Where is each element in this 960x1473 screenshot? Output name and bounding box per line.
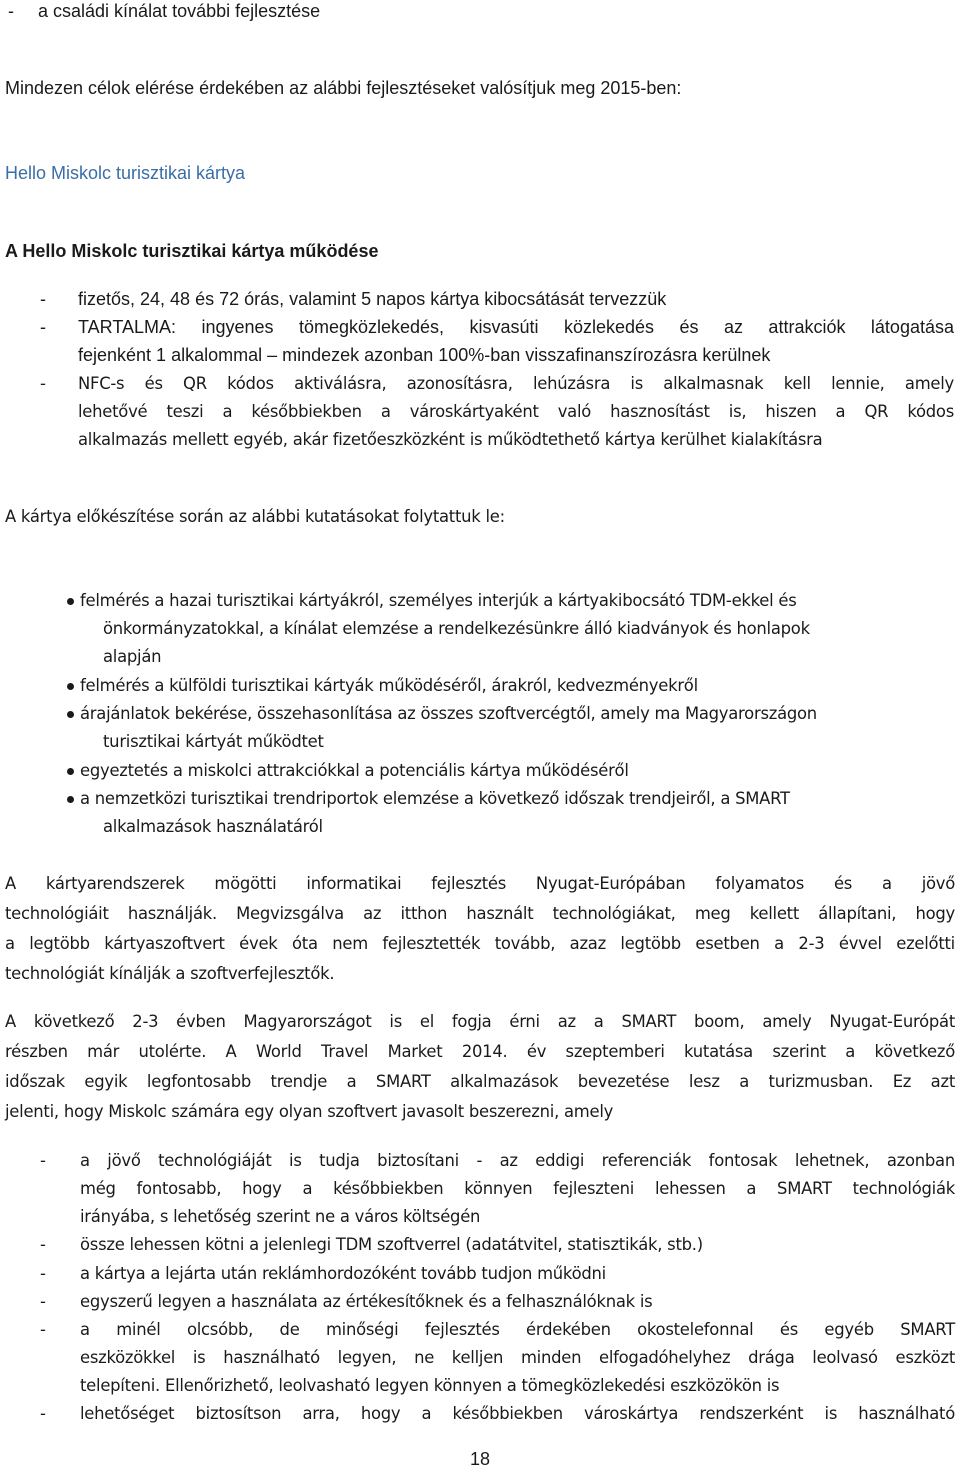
research-intro: A kártya előkészítése során az alábbi kutatásokat folytattuk le: [5, 507, 505, 526]
list-dash: - [8, 1, 14, 21]
list-dash: - [40, 1292, 46, 1311]
list-item-line: TARTALMA: ingyenes tömegközlekedés, kisvasúti közlekedés és az attrakciók látogatása [78, 317, 954, 337]
bullet-item-line: a nemzetközi turisztikai trendriportok elemzése a következő időszak trendjeiről, a SMART [80, 789, 790, 808]
section-link[interactable]: Hello Miskolc turisztikai kártya [5, 163, 246, 183]
bullet-item-line: turisztikai kártyát működtet [103, 732, 324, 751]
bullet-item-line: árajánlatok bekérése, összehasonlítása az összes szoftvercégtől, amely ma Magyarországon [80, 704, 817, 723]
bullet-dot [67, 683, 74, 690]
list-item-line: irányába, s lehetőség szerint ne a város költségén [80, 1207, 481, 1226]
paragraph-line: A kártyarendszerek mögötti informatikai fejlesztés Nyugat-Európában folyamatos és a jövő [5, 874, 955, 893]
list-dash: - [40, 1320, 46, 1339]
bullet-item: egyeztetés a miskolci attrakciókkal a potenciális kártya működéséről [80, 761, 629, 780]
list-item-line: fejenként 1 alkalommal – mindezek azonban 100%-ban visszafinanszírozásra kerülnek [78, 345, 771, 365]
paragraph-line: jelenti, hogy Miskolc számára egy olyan szoftvert javasolt beszerezni, amely [5, 1102, 614, 1121]
list-item: a családi kínálat további fejlesztése [38, 1, 321, 21]
paragraph-line: technológiát kínálják a szoftverfejlesztők. [5, 964, 335, 983]
list-item-line: telepíteni. Ellenőrizhető, leolvasható legyen könnyen a tömegközlekedési eszközökön is [80, 1376, 780, 1395]
paragraph-line: részben már utolérte. A World Travel Market 2014. év szeptemberi kutatása szerint a következő [5, 1042, 955, 1061]
paragraph-line: a legtöbb kártyaszoftvert évek óta nem fejlesztették tovább, azaz legtöbb esetben a 2-3 évvel ezelőtti [5, 934, 955, 953]
bullet-item: felmérés a külföldi turisztikai kártyák működéséről, árakról, kedvezményekről [80, 676, 698, 695]
list-item: össze lehessen kötni a jelenlegi TDM szoftverrel (adatátvitel, statisztikák, stb.) [80, 1235, 703, 1254]
list-item-line: még fontosabb, hogy a későbbiekben könnyen fejleszteni lehessen a SMART technológiák [80, 1179, 955, 1198]
list-dash: - [40, 1264, 46, 1283]
list-dash: - [40, 289, 46, 309]
list-item: fizetős, 24, 48 és 72 órás, valamint 5 napos kártya kibocsátását tervezzük [78, 289, 667, 309]
list-item: a kártya a lejárta után reklámhordozóként tovább tudjon működni [80, 1264, 606, 1283]
bullet-item-line: felmérés a hazai turisztikai kártyákról, személyes interjúk a kártyakibocsátó TDM-ekkel és [80, 591, 797, 610]
bullet-dot [67, 598, 74, 605]
list-dash: - [40, 317, 46, 337]
list-item-line: lehetővé teszi a későbbiekben a városkártyaként való hasznosítást is, hiszen a QR kódos [78, 402, 954, 421]
list-dash: - [40, 374, 46, 393]
list-item: egyszerű legyen a használata az értékesítőknek és a felhasználóknak is [80, 1292, 653, 1311]
paragraph-line: technológiáit használják. Megvizsgálva az itthon használt technológiákat, meg kellett állapítani, hogy [5, 904, 955, 923]
bullet-item-line: alkalmazások használatáról [103, 817, 323, 836]
bullet-dot [67, 796, 74, 803]
page-number: 18 [469, 1449, 491, 1469]
bullet-dot [67, 711, 74, 718]
list-dash: - [40, 1235, 46, 1254]
list-item-line: a jövő technológiáját is tudja biztosítani - az eddigi referenciák fontosak lehetnek, azonban [80, 1151, 955, 1170]
list-item-line: NFC-s és QR kódos aktiválásra, azonosításra, lehúzásra is alkalmasnak kell lennie, amely [78, 374, 954, 393]
paragraph-line: A következő 2-3 évben Magyarországot is el fogja érni az a SMART boom, amely Nyugat-Európát [5, 1012, 955, 1031]
list-dash: - [40, 1151, 46, 1170]
intro-paragraph: Mindezen célok elérése érdekében az alábbi fejlesztéseket valósítjuk meg 2015-ben: [5, 78, 682, 98]
bullet-dot [67, 768, 74, 775]
list-item-line: alkalmazás mellett egyéb, akár fizetőeszközként is működtethető kártya kerülhet kialakításra [78, 430, 823, 449]
paragraph-line: időszak egyik legfontosabb trendje a SMART alkalmazások bevezetése lesz a turizmusban. Ez azt [5, 1072, 955, 1091]
bullet-item-line: alapján [103, 647, 162, 666]
list-item-line: lehetőséget biztosítson arra, hogy a későbbiekben városkártya rendszerként is használható [80, 1404, 955, 1423]
list-dash: - [40, 1404, 46, 1423]
section-heading: A Hello Miskolc turisztikai kártya működése [5, 241, 379, 261]
bullet-item-line: önkormányzatokkal, a kínálat elemzése a rendelkezésünkre álló kiadványok és honlapok [103, 619, 810, 638]
list-item-line: eszközökkel is használható legyen, ne kelljen minden elfogadóhelyhez drága leolvasó eszközt [80, 1348, 955, 1367]
list-item-line: a minél olcsóbb, de minőségi fejlesztés érdekében okostelefonnal és egyéb SMART [80, 1320, 955, 1339]
